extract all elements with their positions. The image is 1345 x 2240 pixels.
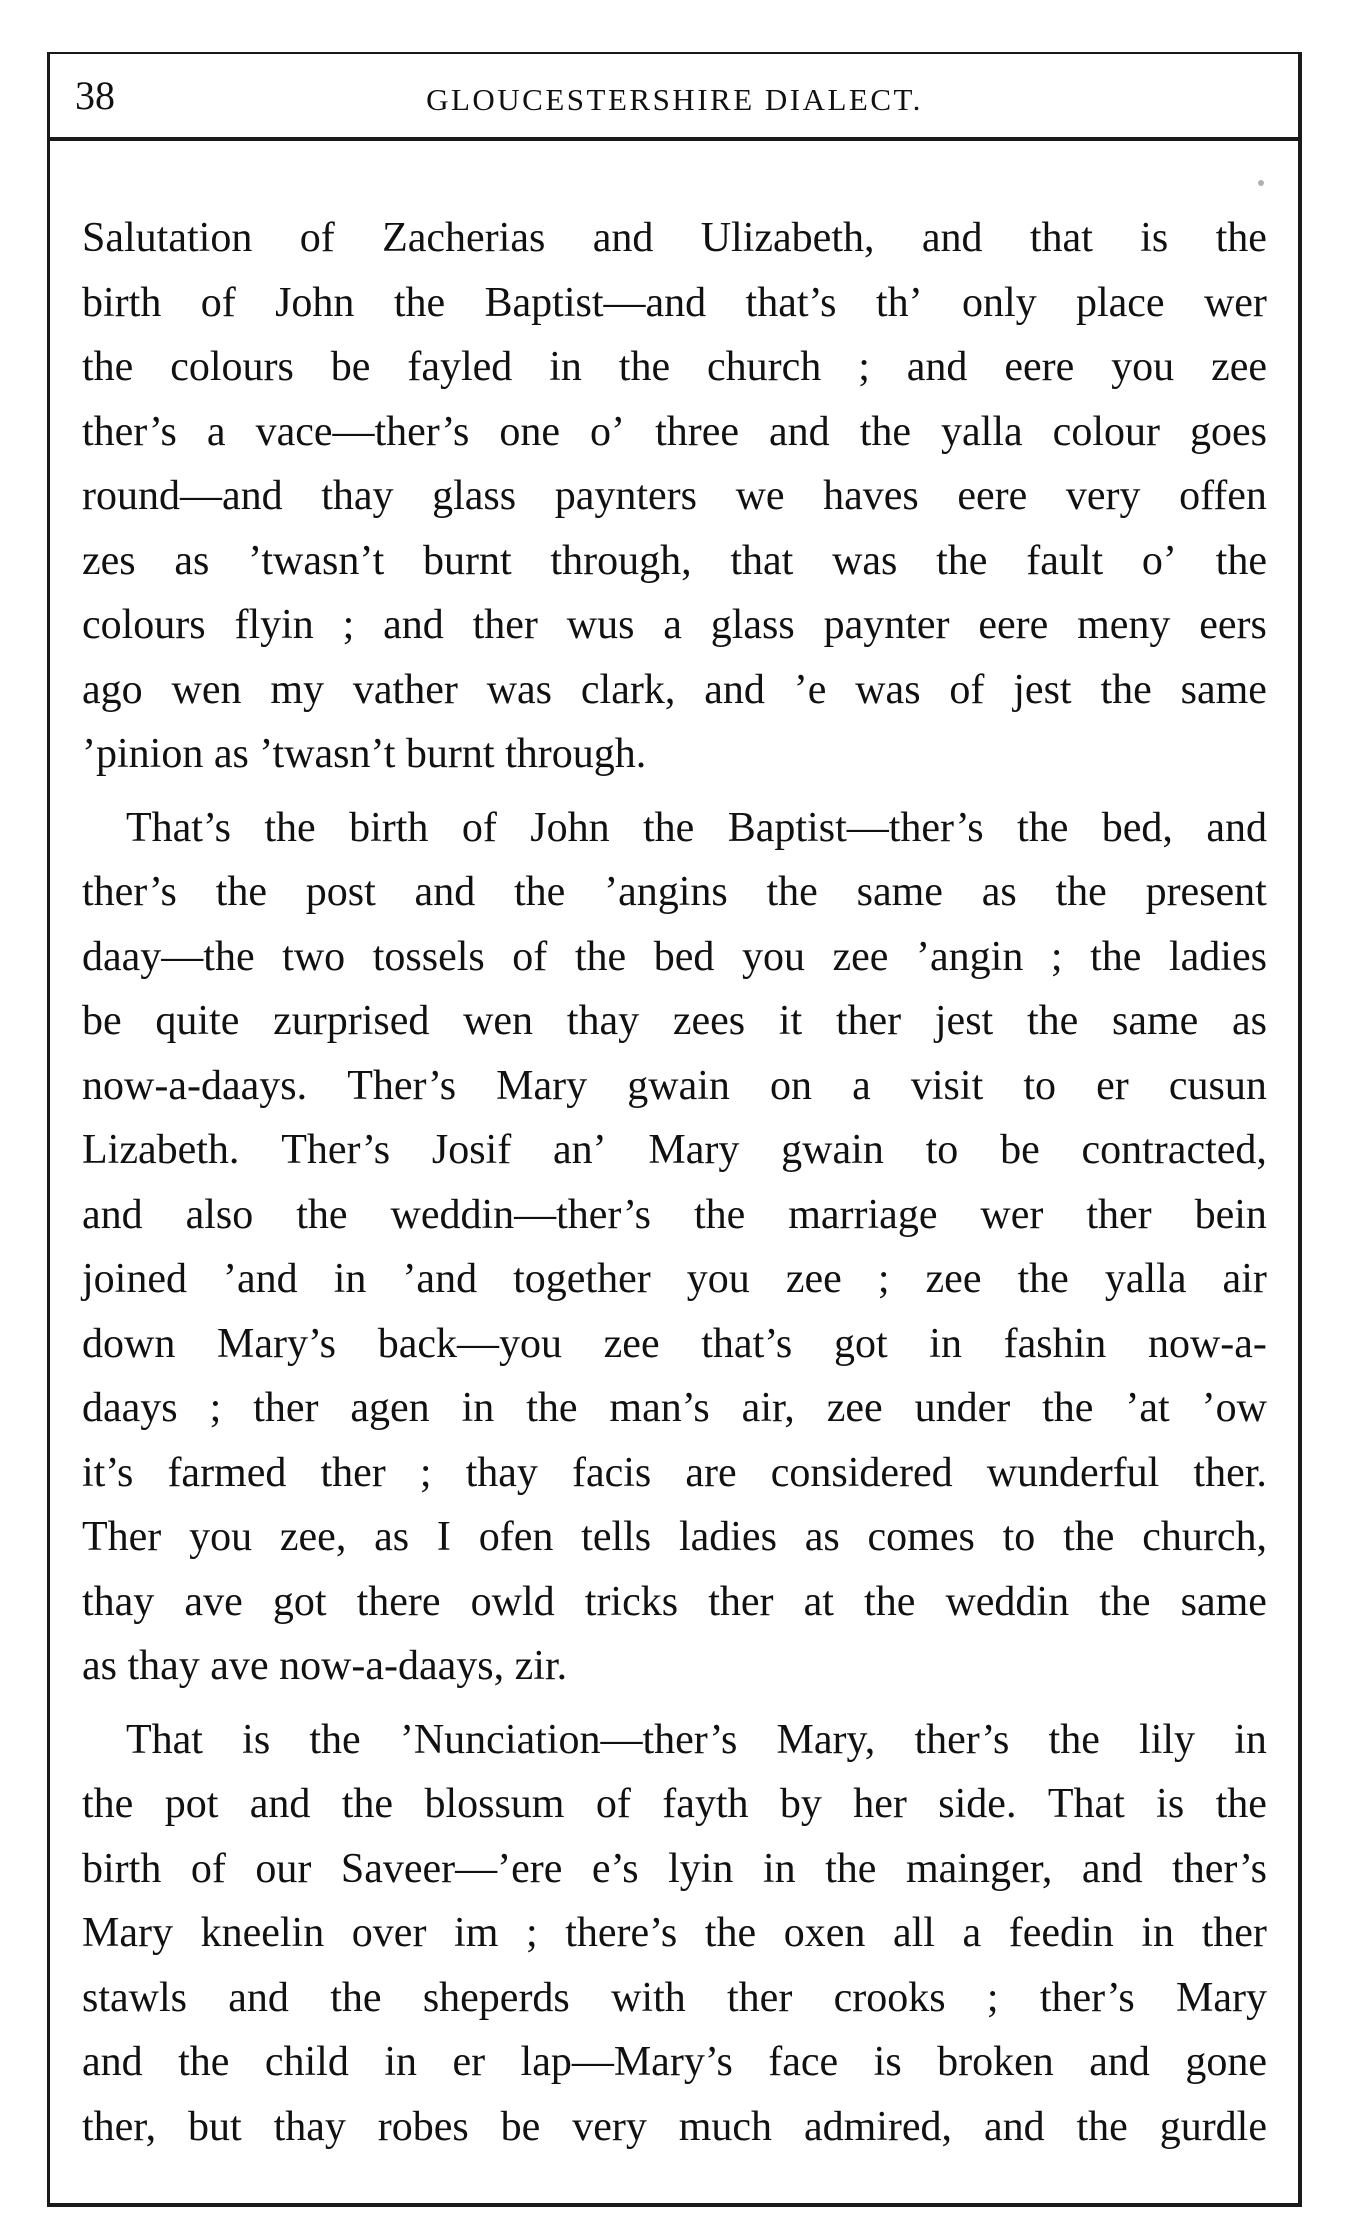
text-line: daays ; ther agen in the man’s air, zee under the ’at ’ow [82,1385,1267,1431]
text-line: ago wen my vather was clark, and ’e was of jest the same [82,666,1267,713]
text-line: birth of our Saveer—’ere e’s lyin in the mainger, and ther’s [82,1845,1267,1892]
text-line: Lizabeth. Ther’s Josif an’ Mary gwain to be contracted, [82,1127,1267,1173]
text-line: round—and thay glass paynters we haves eere very offen [82,473,1267,519]
paragraph-gap [82,787,1267,796]
text-line: and the child in er lap—Mary’s face is broken and gone [82,2039,1267,2085]
page-header [47,52,1302,140]
paragraph [82,796,1267,1699]
text-line: That is the ’Nunciation—ther’s Mary, ther’s the lily in [126,1716,1267,1763]
text-line: Mary kneelin over im ; there’s the oxen all a feedin in ther [82,1910,1267,1956]
text-line: ther’s the post and the ’angins the same as the present [82,869,1267,915]
running-head: GLOUCESTERSHIRE DIALECT. [426,82,923,117]
text-line: the colours be fayled in the church ; and eere you zee [82,344,1267,390]
text-line: stawls and the sheperds with ther crooks ; ther’s Mary [82,1974,1267,2021]
header-rule [47,137,1302,141]
text-line: birth of John the Baptist—and that’s th’ only place wer [82,279,1267,326]
text-line: and also the weddin—ther’s the marriage wer ther bein [82,1191,1267,1238]
text-line: as thay ave now-a-daays, zir. [82,1643,568,1689]
paragraph-gap [82,1699,1267,1708]
page-number: 38 [75,73,115,118]
text-line: Salutation of Zacherias and Ulizabeth, and that is the [82,215,1267,261]
text-line: be quite zurprised wen thay zees it ther jest the same as [82,998,1267,1044]
text-line: Ther you zee, as I ofen tells ladies as comes to the church, [82,1514,1267,1560]
body-text [82,206,1267,2159]
paragraph [82,206,1267,787]
text-line: down Mary’s back—you zee that’s got in fashin now-a- [82,1320,1267,1367]
text-line: joined ’and in ’and together you zee ; zee the yalla air [82,1256,1267,1302]
text-line: the pot and the blossum of fayth by her side. That is the [82,1781,1267,1827]
text-line: thay ave got there owld tricks ther at the weddin the same [82,1578,1267,1625]
paragraph [82,1708,1267,2160]
text-line: daay—the two tossels of the bed you zee ’angin ; the ladies [82,933,1267,980]
text-line: ther’s a vace—ther’s one o’ three and the yalla colour goes [82,408,1267,455]
text-line: colours flyin ; and ther wus a glass paynter eere meny eers [82,602,1267,648]
text-line: it’s farmed ther ; thay facis are considered wunderful ther. [82,1449,1267,1496]
text-line: zes as ’twasn’t burnt through, that was the fault o’ the [82,537,1267,584]
text-line: That’s the birth of John the Baptist—ther’s the bed, and [126,804,1267,851]
text-line: now-a-daays. Ther’s Mary gwain on a visit to er cusun [82,1062,1267,1109]
text-line: ther, but thay robes be very much admired, and the gurdle [82,2103,1267,2150]
print-speck [1258,180,1264,186]
text-line: ’pinion as ’twasn’t burnt through. [82,731,647,777]
